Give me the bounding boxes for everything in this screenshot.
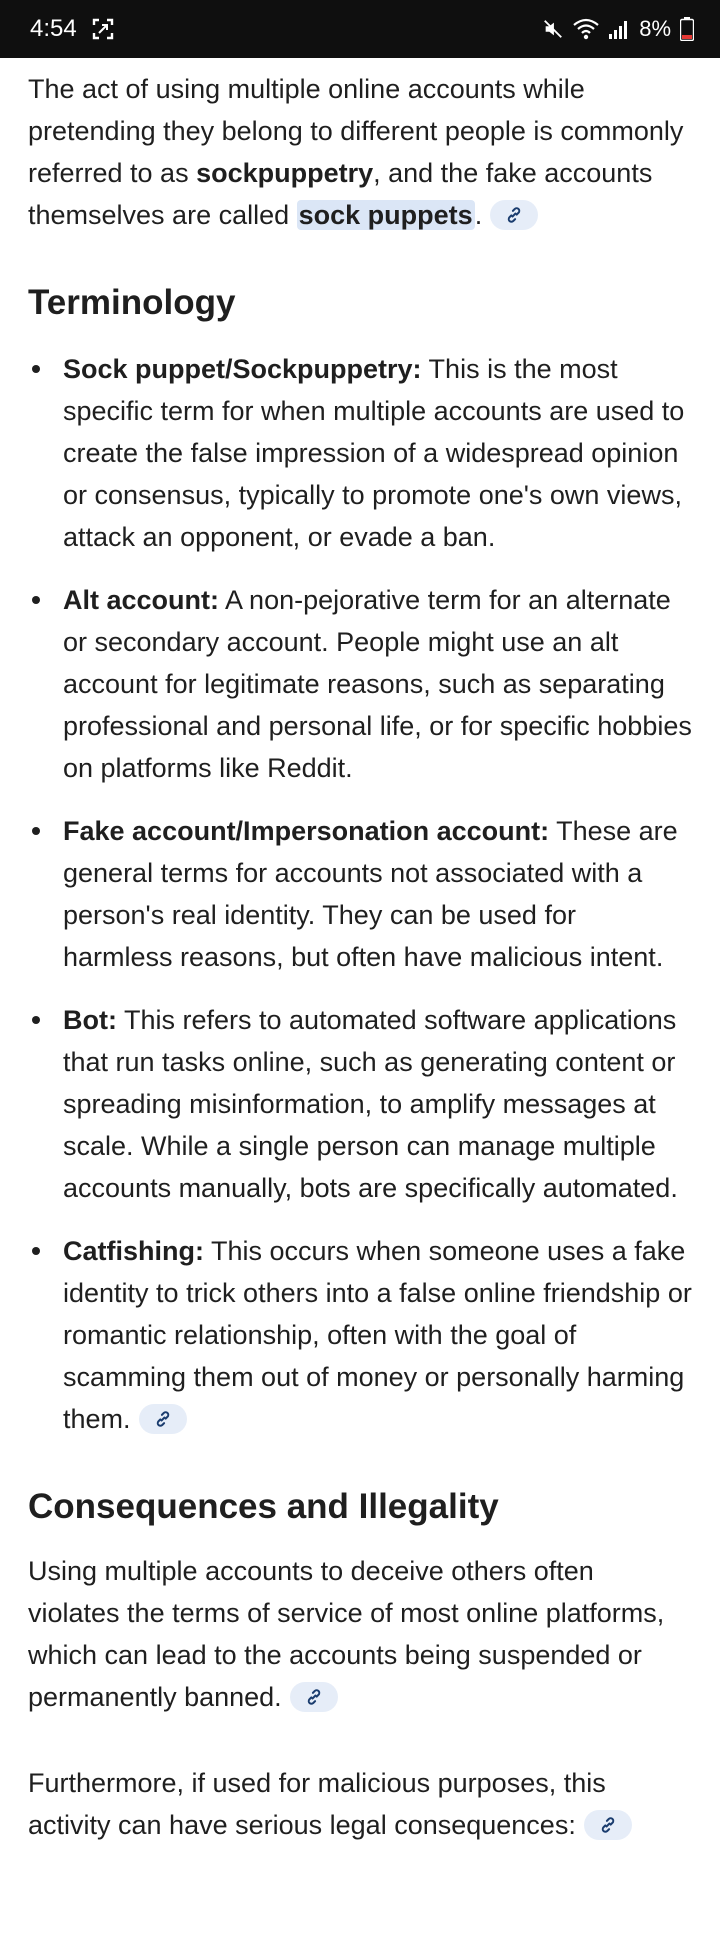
- mute-icon: [542, 18, 564, 40]
- term-description: These are general terms for accounts not associated with a person's real identity. They can be used for harmless reasons, but often have malicious intent.: [63, 816, 678, 972]
- status-time: 4:54: [30, 15, 77, 42]
- intro-text-2: , and the fake accounts themselves are called: [28, 158, 653, 230]
- term-description: This is the most specific term for when multiple accounts are used to create the false impression of a widespread opinion or consensus, typically to promote one's own views, attack an opponent, or evade a ban.: [63, 354, 685, 552]
- consequences-paragraph-2: [28, 1762, 692, 1846]
- status-bar: [0, 0, 720, 58]
- battery-percent: 8%: [639, 16, 671, 41]
- intro-text-3: .: [474, 200, 483, 230]
- source-link-chip[interactable]: [490, 200, 538, 230]
- link-icon: [305, 1688, 323, 1706]
- list-item: [28, 579, 692, 789]
- term-name: Fake account/Impersonation account:: [63, 816, 550, 846]
- status-right: [542, 16, 694, 42]
- intro-paragraph: [28, 68, 692, 236]
- consequences-paragraph-1: [28, 1550, 692, 1718]
- term-description: This refers to automated software applications that run tasks online, such as generating content or spreading misinformation, to amplify messages at scale. While a single person can manage multiple accounts manually, bots are specifically automated.: [63, 1005, 678, 1203]
- list-item: [28, 999, 692, 1209]
- list-item: [28, 810, 692, 978]
- highlighted-term[interactable]: sock puppets: [298, 200, 473, 230]
- battery-low-icon: [680, 17, 694, 41]
- consequences-heading: Consequences and Illegality: [28, 1487, 499, 1526]
- paragraph-text: Using multiple accounts to deceive others often violates the terms of service of most online platforms, which can lead to the accounts being suspended or permanently banned.: [28, 1556, 665, 1712]
- source-link-chip[interactable]: [584, 1810, 632, 1840]
- term-name: Bot:: [63, 1005, 117, 1035]
- term-name: Catfishing:: [63, 1236, 204, 1266]
- list-item: [28, 1230, 692, 1440]
- terminology-heading: Terminology: [28, 283, 236, 322]
- term-name: Alt account:: [63, 585, 220, 615]
- term-name: Sock puppet/Sockpuppetry:: [63, 354, 422, 384]
- link-icon: [599, 1816, 617, 1834]
- terminology-list: [28, 348, 692, 1440]
- source-link-chip[interactable]: [290, 1682, 338, 1712]
- term-description: This occurs when someone uses a fake identity to trick others into a false online friendship or romantic relationship, often with the goal of scamming them out of money or personally harming them.: [63, 1236, 692, 1434]
- link-icon: [505, 206, 523, 224]
- wifi-icon: [573, 18, 599, 40]
- screen-record-icon: [91, 17, 115, 41]
- intro-text: The act of using multiple online accounts while pretending they belong to different people is commonly referred to as: [28, 74, 684, 188]
- status-left: [30, 15, 115, 43]
- signal-icon: [608, 19, 630, 39]
- paragraph-text: Furthermore, if used for malicious purposes, this activity can have serious legal consequences:: [28, 1768, 606, 1840]
- intro-bold-term: sockpuppetry: [196, 158, 374, 188]
- list-item: [28, 348, 692, 558]
- response-content: [0, 68, 720, 1846]
- term-description: A non-pejorative term for an alternate or secondary account. People might use an alt account for legitimate reasons, such as separating professional and personal life, or for specific hobbies on platforms like Reddit.: [63, 585, 692, 783]
- link-icon: [154, 1410, 172, 1428]
- source-link-chip[interactable]: [139, 1404, 187, 1434]
